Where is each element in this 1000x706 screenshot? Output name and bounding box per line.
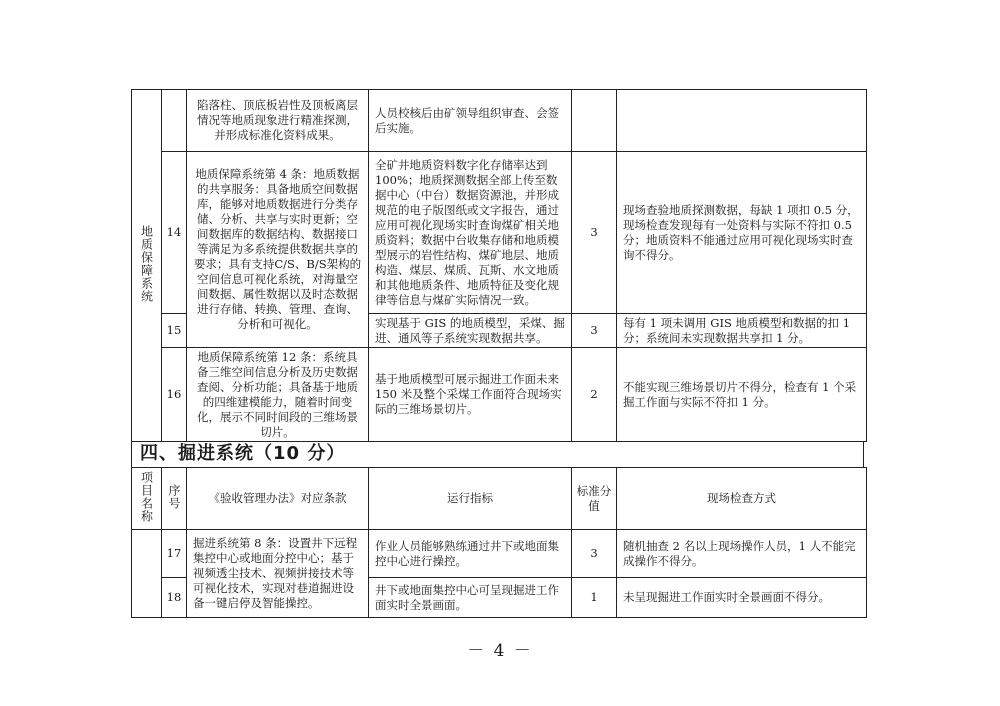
row-number: 16 <box>162 348 187 442</box>
check-method-cell: 不能实现三维场景切片不得分，检查有 1 个采掘工作面与实际不符扣 1 分。 <box>617 348 867 442</box>
article-cell: 地质保障系统第 4 条：地质数据的共享服务：具备地质空间数据库，能够对地质数据进行分类存储、分析、共享与实时更新；空间数据库的数据结构、数据接口等满足为多系统提供数据共享的要求；具有支持C/S、B/S架构的空间信息可视化系统，对海量空间数据、属性数据以及时态数据进行存储、转换、管理、查询、分析和可视化。 <box>187 152 369 348</box>
indicator-cell: 人员校核后由矿领导组织审查、会签后实施。 <box>369 90 572 152</box>
check-method-cell: 未呈现掘进工作面实时全景画面不得分。 <box>617 578 867 618</box>
table-row <box>132 90 867 152</box>
article-cell: 掘进系统第 8 条：设置井下远程集控中心或地面分控中心；基于视频透尘技术、视频拼接技术等可视化技术，实现对巷道掘进设备一键启停及智能操控。 <box>187 530 369 618</box>
check-method-cell: 随机抽查 2 名以上现场操作人员，1 人不能完成操作不得分。 <box>617 530 867 578</box>
row-number: 18 <box>162 578 187 618</box>
article-cell: 地质保障系统第 12 条：系统具备三维空间信息分析及历史数据查阅、分析功能；具备基于地质的四维建模能力，随着时间变化，展示不同时间段的三维场景切片。 <box>187 348 369 442</box>
score-cell: 1 <box>572 578 617 618</box>
score-cell: 3 <box>572 152 617 314</box>
score-cell: 2 <box>572 348 617 442</box>
check-method-cell: 每有 1 项未调用 GIS 地质模型和数据的扣 1 分；系统间未实现数据共享扣 1 分。 <box>617 314 867 348</box>
row-number: 15 <box>162 314 187 348</box>
check-method-cell: 现场查验地质探测数据，每缺 1 项扣 0.5 分，现场检查发现每有一处资料与实际不符扣 0.5 分；地质资料不能通过应用可视化现场实时查询不得分。 <box>617 152 867 314</box>
score-cell: 3 <box>572 530 617 578</box>
header-article: 《验收管理办法》对应条款 <box>187 468 369 530</box>
header-category: 项目名称 <box>132 468 162 530</box>
score-cell: 3 <box>572 314 617 348</box>
row-number: 14 <box>162 152 187 314</box>
header-indicator: 运行指标 <box>369 468 572 530</box>
indicator-cell: 井下或地面集控中心可呈现掘进工作面实时全景画面。 <box>369 578 572 618</box>
article-cell: 陷落柱、顶底板岩性及顶板离层情况等地质现象进行精准探测，并形成标准化资料成果。 <box>187 90 369 152</box>
category-cell <box>132 90 162 442</box>
row-number: 17 <box>162 530 187 578</box>
page-number: － 4 － <box>467 641 533 661</box>
header-score: 标准分值 <box>572 468 617 530</box>
header-number: 序号 <box>162 468 187 530</box>
table-row <box>132 530 867 578</box>
indicator-cell: 基于地质模型可展示掘进工作面未来 150 米及整个采煤工作面符合现场实际的三维场景切片。 <box>369 348 572 442</box>
score-cell <box>572 90 617 152</box>
category-label: 地质保障系统 <box>139 224 154 303</box>
excavation-system-table <box>131 467 867 618</box>
table-row <box>132 152 867 314</box>
table-row <box>132 348 867 442</box>
indicator-cell: 全矿井地质资料数字化存储率达到100%；地质探测数据全部上传至数据中心（中台）数据资源池，并形成规范的电子版图纸或文字报告，通过应用可视化现场实时查询煤矿相关地质资料；数据中台收集存储和地质模型展示的岩性结构、煤矿地层、地质构造、煤层、煤质、瓦斯、水文地质和其他地质条件、地质特征及变化规律等信息与煤矿实际情况一致。 <box>369 152 572 314</box>
category-cell <box>132 530 162 618</box>
section-title: 四、掘进系统（10 分） <box>131 441 864 467</box>
indicator-cell: 实现基于 GIS 的地质模型，采煤、掘进、通风等子系统实现数据共享。 <box>369 314 572 348</box>
header-check-method: 现场检查方式 <box>617 468 867 530</box>
check-method-cell <box>617 90 867 152</box>
table-header-row <box>132 468 867 530</box>
geology-system-table <box>131 89 867 442</box>
row-number <box>162 90 187 152</box>
indicator-cell: 作业人员能够熟练通过井下或地面集控中心进行操控。 <box>369 530 572 578</box>
